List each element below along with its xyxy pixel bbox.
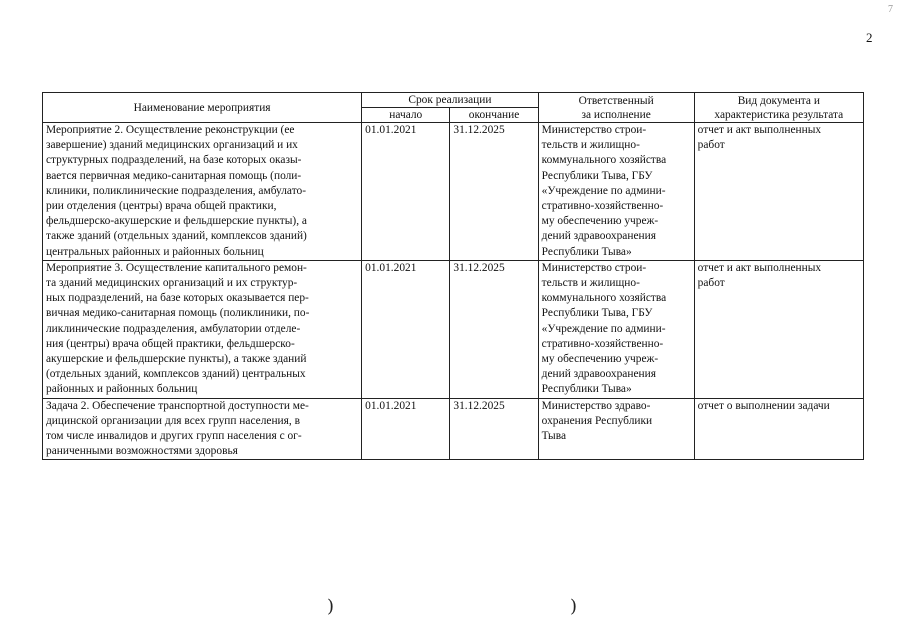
responsible-cell-line: Республики Тыва» [541, 383, 632, 396]
header-doc [694, 93, 863, 123]
document-type-cell [694, 123, 863, 261]
activity-name-cell-line: том числе инвалидов и других групп населения с ог- [46, 430, 302, 443]
page-number: 2 [866, 30, 873, 45]
responsible-cell-line: охранения Республики [541, 414, 653, 427]
table-row [43, 123, 864, 261]
table-body [43, 123, 864, 460]
header-name: Наименование мероприятия [43, 93, 362, 123]
responsible-cell [538, 123, 694, 261]
activity-name-cell-line: Задача 2. Обеспечение транспортной доступности ме- [46, 399, 309, 412]
responsible-cell-line: дений здравоохранения [541, 368, 656, 381]
end-date-cell: 31.12.2025 [450, 260, 538, 398]
header-doc-line2: характеристика результата [714, 108, 844, 121]
activity-name-cell [43, 398, 362, 460]
activity-name-cell-line: (отдельных зданий, комплексов зданий) центральных [46, 368, 306, 381]
activity-name-cell-line: завершение) зданий медицинских организаций и их [46, 139, 298, 152]
table-row [43, 260, 864, 398]
activity-name-cell [43, 123, 362, 261]
activity-name-cell-line: фельдшерско-акушерские и фельдшерские пункты), а [46, 215, 307, 228]
responsible-cell-line: коммунального хозяйства [541, 292, 667, 305]
activities-table [42, 92, 864, 460]
responsible-cell-line: «Учреждение по админи- [541, 322, 666, 335]
start-date-cell: 01.01.2021 [362, 260, 450, 398]
activity-name-cell-line: ных подразделений, на базе которых оказывается пер- [46, 292, 309, 305]
responsible-cell-line: дений здравоохранения [541, 230, 656, 243]
activity-name-cell-line: рии отделения (центры) врача общей практики, [46, 200, 277, 213]
corner-mark: 7 [888, 4, 893, 15]
responsible-cell-line: «Учреждение по админи- [541, 184, 666, 197]
header-responsible [538, 93, 694, 123]
header-period: Срок реализации [362, 93, 539, 108]
responsible-cell-line: му обеспечению учреж- [541, 353, 659, 366]
responsible-cell-line: Тыва [541, 430, 566, 443]
responsible-cell-line: Республики Тыва, ГБУ [541, 169, 653, 182]
responsible-cell-line: Министерство строи- [541, 261, 647, 274]
document-type-cell-line: работ [697, 139, 725, 152]
responsible-cell-line: тельств и жилищно- [541, 139, 640, 152]
header-end: окончание [450, 108, 538, 123]
right-parenthesis-mark: ) [570, 596, 578, 617]
activity-name-cell-line: Мероприятие 2. Осуществление реконструкции (ее [46, 124, 295, 136]
header-doc-line1: Вид документа и [737, 94, 820, 107]
responsible-cell-line: Республики Тыва» [541, 245, 632, 258]
end-date-cell: 31.12.2025 [450, 123, 538, 261]
activity-name-cell-line: Мероприятие 3. Осуществление капитального ремон- [46, 261, 307, 274]
start-date-cell: 01.01.2021 [362, 398, 450, 460]
activity-name-cell-line: ния (центры) врача общей практики, фельдшерско- [46, 337, 295, 350]
responsible-cell-line: тельств и жилищно- [541, 277, 640, 290]
document-type-cell-line: работ [697, 277, 725, 290]
responsible-cell-line: Министерство строи- [541, 124, 647, 136]
responsible-cell-line: му обеспечению учреж- [541, 215, 659, 228]
responsible-cell-line: Министерство здраво- [541, 399, 651, 412]
activity-name-cell-line: вается первичная медико-санитарная помощь (поли- [46, 169, 302, 182]
activity-name-cell-line: ликлинические подразделения, амбулатории отделе- [46, 322, 301, 335]
responsible-cell-line: стративно-хозяйственно- [541, 200, 664, 213]
activity-name-cell-line: вичная медико-санитарная помощь (поликлиники, по- [46, 307, 310, 320]
document-type-cell [694, 398, 863, 460]
document-type-cell-line: отчет и акт выполненных [697, 124, 822, 136]
activity-name-cell-line: акушерские и фельдшерские пункты), а также зданий [46, 353, 307, 366]
responsible-cell [538, 398, 694, 460]
end-date-cell: 31.12.2025 [450, 398, 538, 460]
responsible-cell-line: Республики Тыва, ГБУ [541, 307, 653, 320]
activity-name-cell-line: дицинской организации для всех групп населения, в [46, 414, 300, 427]
activity-name-cell-line: районных и районных больниц [46, 383, 198, 396]
activity-name-cell-line: также зданий (отдельных зданий, комплексов зданий) [46, 230, 307, 243]
responsible-cell [538, 260, 694, 398]
header-responsible-line2: за исполнение [581, 108, 651, 121]
document-type-cell [694, 260, 863, 398]
responsible-cell-line: стративно-хозяйственно- [541, 337, 664, 350]
activity-name-cell-line: центральных районных и районных больниц [46, 245, 264, 258]
activity-name-cell-line: та зданий медицинских организаций и их структур- [46, 277, 298, 290]
header-responsible-line1: Ответственный [578, 94, 654, 107]
activity-name-cell [43, 260, 362, 398]
activity-name-cell-line: структурных подразделений, на базе которых оказы- [46, 154, 302, 167]
header-start: начало [362, 108, 450, 123]
document-type-cell-line: отчет и акт выполненных [697, 261, 822, 274]
left-parenthesis-mark: ) [327, 596, 335, 617]
responsible-cell-line: коммунального хозяйства [541, 154, 667, 167]
activity-name-cell-line: клиники, поликлинические подразделения, амбулато- [46, 184, 307, 197]
activity-name-cell-line: раниченными возможностями здоровья [46, 445, 238, 458]
start-date-cell: 01.01.2021 [362, 123, 450, 261]
document-type-cell-line: отчет о выполнении задачи [697, 399, 830, 412]
table-row [43, 398, 864, 460]
